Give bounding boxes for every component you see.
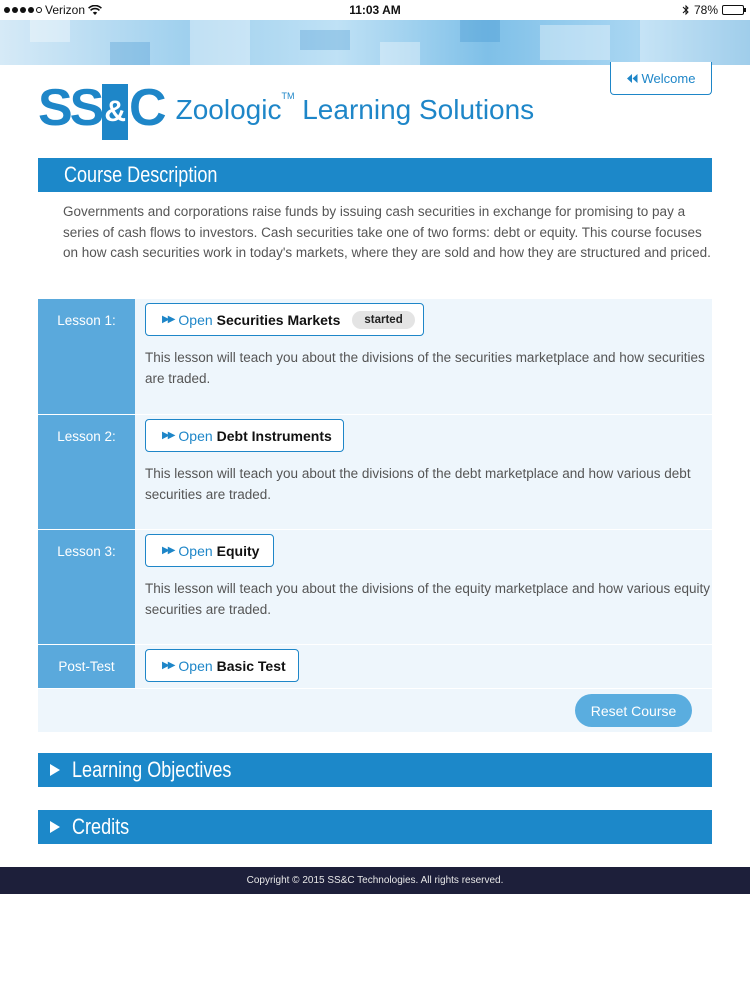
lesson-row-1: [38, 299, 712, 415]
fast-forward-icon: ▶▶: [162, 545, 174, 556]
expand-triangle-icon: [50, 821, 60, 833]
lesson-label: Lesson 2:: [38, 415, 135, 529]
copyright-text: Copyright © 2015 SS&C Technologies. All rights reserved.: [246, 875, 504, 886]
lesson-description: This lesson will teach you about the divisions of the debt marketplace and how various debt securities are traded.: [145, 466, 691, 502]
fast-forward-icon: ▶▶: [162, 430, 174, 441]
footer: [0, 867, 750, 894]
course-description-header: Course Description: [38, 158, 712, 192]
learning-objectives-toggle[interactable]: Learning Objectives: [38, 753, 712, 787]
clock: 11:03 AM: [349, 3, 401, 17]
lesson-row-2: [38, 415, 712, 530]
status-bar: [0, 0, 750, 20]
ssc-logo: SS &C: [38, 80, 164, 139]
lessons-table: [38, 299, 712, 732]
open-securities-markets-button[interactable]: ▶▶ Open Securities Markets started: [145, 303, 424, 336]
expand-triangle-icon: [50, 764, 60, 776]
welcome-button[interactable]: Welcome: [610, 62, 712, 95]
battery-percent: 78%: [693, 3, 718, 17]
bluetooth-icon: [682, 4, 690, 16]
open-debt-instruments-button[interactable]: ▶▶ Open Debt Instruments: [145, 419, 344, 452]
credits-toggle[interactable]: Credits: [38, 810, 712, 844]
carrier-name: Verizon: [45, 3, 86, 17]
battery-area: [682, 3, 744, 17]
brand-logo: [38, 79, 535, 138]
header-banner: [0, 20, 750, 65]
course-description: Governments and corporations raise funds by issuing cash securities in exchange for promising to pay a series of cash flows to investors. Cash securities take one of two forms: debt or equity. This course focuses on how cash securities work in today's markets, where they are sold and how they are structured and priced.: [63, 204, 711, 260]
reset-course-button[interactable]: Reset Course: [575, 694, 692, 727]
rewind-icon: [627, 74, 638, 83]
brand-name: Zoologic™ Learning Solutions: [175, 90, 535, 125]
fast-forward-icon: ▶▶: [162, 660, 174, 671]
post-test-row: [38, 645, 712, 689]
lesson-description: This lesson will teach you about the divisions of the securities marketplace and how securities are traded.: [145, 350, 705, 386]
status-badge: started: [352, 311, 414, 329]
lesson-description: This lesson will teach you about the divisions of the equity marketplace and how various equity securities are traded.: [145, 581, 711, 617]
lesson-label: Lesson 3:: [38, 530, 135, 644]
lesson-row-3: [38, 530, 712, 645]
open-basic-test-button[interactable]: ▶▶ Open Basic Test: [145, 649, 299, 682]
open-equity-button[interactable]: ▶▶ Open Equity: [145, 534, 274, 567]
fast-forward-icon: ▶▶: [162, 314, 174, 325]
battery-icon: [722, 5, 744, 15]
lesson-label: Post-Test: [38, 645, 135, 688]
lesson-label: Lesson 1:: [38, 299, 135, 414]
